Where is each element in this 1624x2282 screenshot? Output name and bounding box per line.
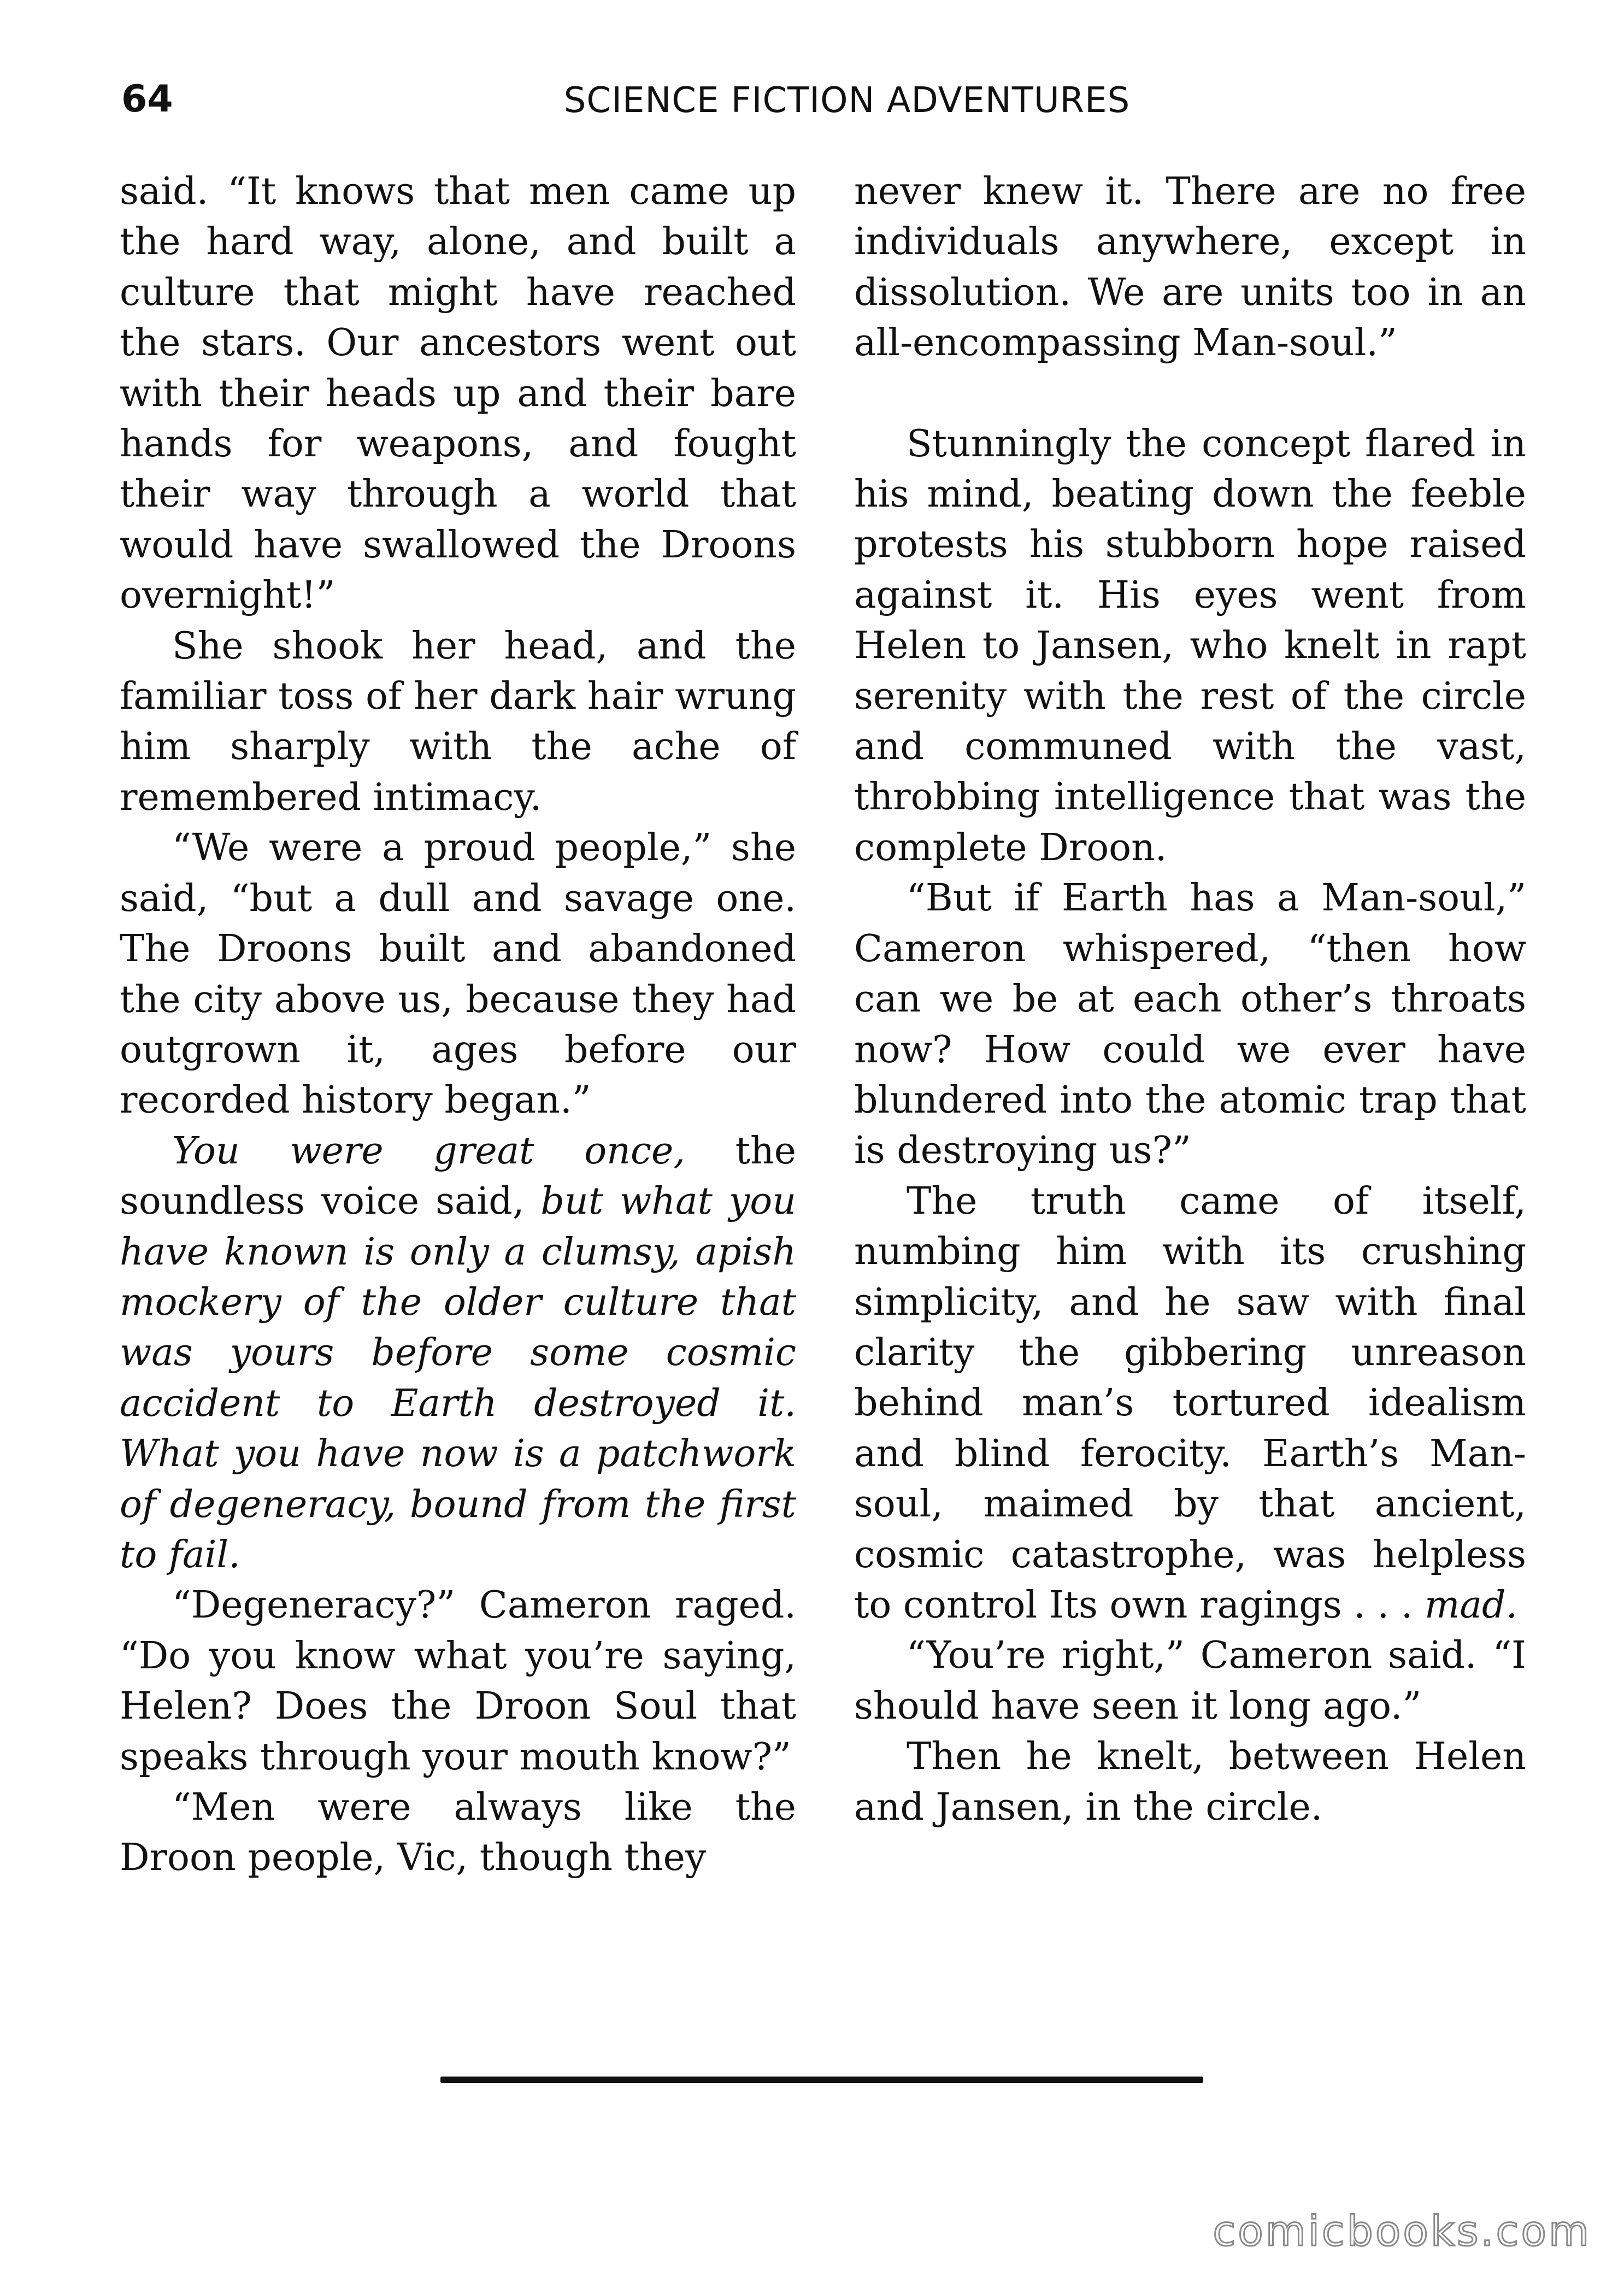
running-head: SCIENCE FICTION ADVENTURES — [563, 80, 1131, 121]
right-paragraph-1: never knew it. There are no free individuals anywhere, except in dissolution. We are units too in an all-encompassing Man-soul.” — [854, 170, 1526, 365]
left-paragraph-4-italic-b: but what you have known is only a clumsy, apish mockery of the older culture that was yours before some cosmic accident to Earth destroyed it. What you have now is a patchwork of degeneracy, bound from the first to fail. — [120, 1180, 797, 1577]
right-paragraph-6: Then he knelt, between Helen and Jansen, in the circle. — [854, 1735, 1526, 1829]
page-number: 64 — [121, 78, 173, 121]
end-of-story-rule — [440, 2077, 1203, 2083]
right-paragraph-5: “You’re right,” Cameron said. “I should have seen it long ago.” — [854, 1634, 1526, 1728]
left-paragraph-6: “Men were always like the Droon people, Vic, though they — [120, 1786, 796, 1880]
left-paragraph-4 — [120, 1126, 796, 1581]
left-paragraph-1: said. “It knows that men came up the hard way, alone, and built a culture that might have reached the stars. Our ancestors went out with their heads up and their bare hands for weapons, and fought their way through a world that would have swallowed the Droons overnight!” — [120, 170, 796, 617]
left-column — [120, 167, 796, 1884]
left-paragraph-5: “Degeneracy?” Cameron raged. “Do you know what you’re saying, Helen? Does the Droon Soul that speaks through your mouth know?” — [120, 1584, 796, 1779]
left-paragraph-4-italic-a: You were great once, — [172, 1129, 685, 1173]
right-paragraph-3: “But if Earth has a Man-soul,” Cameron whispered, “then how can we be at each other’s throats now? How could we ever have blundered into the atomic trap that is destroying us?” — [854, 877, 1526, 1173]
left-paragraph-3: “We were a proud people,” she said, “but a dull and savage one. The Droons built and abandoned the city above us, because they had outgrown it, ages before our recorded history began.” — [120, 826, 796, 1122]
right-column — [854, 167, 1526, 1833]
left-paragraph-2: She shook her head, and the familiar toss of her dark hair wrung him sharply with the ache of remembered intimacy. — [120, 624, 796, 819]
left-paragraph-4-roman: the soundless voice said, — [120, 1129, 796, 1224]
right-paragraph-2: Stunningly the concept flared in his mind, beating down the feeble protests his stubborn hope raised against it. His eyes went from Helen to Jansen, who knelt in rapt serenity with the rest of the circle and communed with the vast, throbbing intelligence that was the complete Droon. — [854, 422, 1526, 869]
right-paragraph-4 — [854, 1177, 1526, 1631]
watermark: comicbooks.com — [1213, 2207, 1591, 2255]
right-paragraph-4-italic: mad. — [1424, 1583, 1518, 1627]
right-paragraph-4-roman: The truth came of itself, numbing him with its crushing simplicity, and he saw with final clarity the gibbering unreason behind man’s tortured idealism and blind ferocity. Earth’s Man-soul, maimed by that ancient, cosmic catastrophe, was helpless to control Its own ragings . . . — [854, 1179, 1526, 1627]
